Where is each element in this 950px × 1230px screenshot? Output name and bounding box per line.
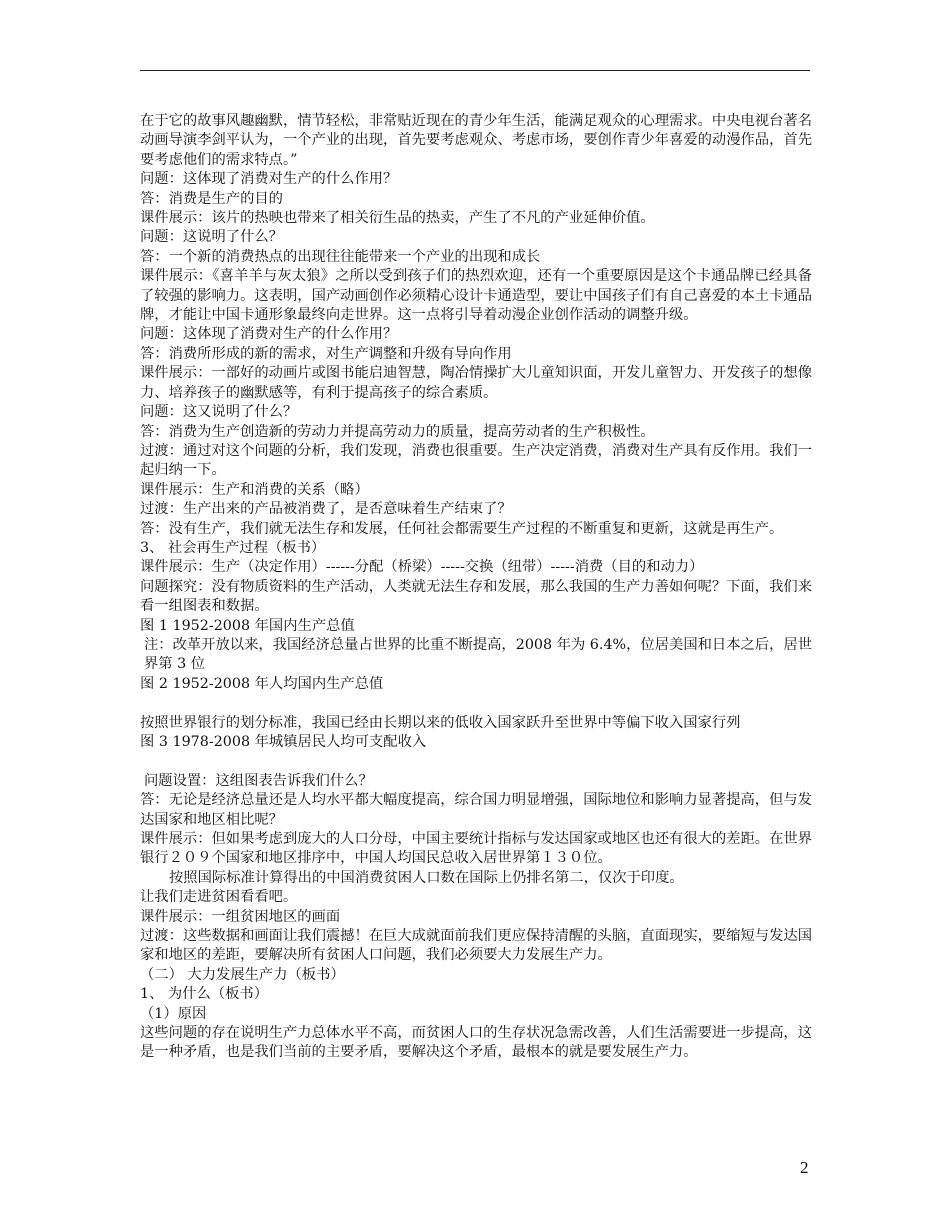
sub-subsection-heading: （1）原因 <box>140 1005 207 1022</box>
question-setup-line: 问题设置：这组图表告诉我们什么？ <box>144 772 373 789</box>
transition-line: 过渡：生产出来的产品被消费了，是否意味着生产结束了？ <box>140 501 512 518</box>
indented-paragraph: 按照国际标准计算得出的中国消费贫困人口数在国际上仍排名第二，仅次于印度。 <box>169 869 684 886</box>
transition-line: 过渡：这些数据和画面让我们震撼！在巨大成就面前我们更应保持清醒的头脑，直面现实，要缩短与发达国家和地区的差距，要解决所有贫困人口问题，我们必须要大力发展生产力。 <box>140 928 812 964</box>
question-line: 问题：这体现了消费对生产的什么作用？ <box>140 171 398 188</box>
question-line: 问题：这体现了消费对生产的什么作用？ <box>140 326 398 343</box>
figure-note: 注：改革开放以来，我国经济总量占世界的比重不断提高，2008 年为 6.4%，位居美国和日本之后，居世界第 3 位 <box>144 636 812 673</box>
answer-line: 答：无论是经济总量还是人均水平都大幅度提高，综合国力明显增强，国际地位和影响力显著提高，但与发达国家和地区相比呢？ <box>140 792 812 828</box>
body-paragraph: 这些问题的存在说明生产力总体水平不高，而贫困人口的生存状况急需改善，人们生活需要进一步提高，这是一种矛盾，也是我们当前的主要矛盾，要解决这个矛盾，最根本的就是要发展生产力。 <box>140 1025 812 1061</box>
answer-line: 答：消费所形成的新的需求，对生产调整和升级有导向作用 <box>140 345 512 362</box>
subsection-heading: 1、 为什么（板书） <box>140 986 269 1003</box>
answer-line: 答：一个新的消费热点的出现往往能带来一个产业的出现和成长 <box>140 248 541 265</box>
courseware-line: 课件展示：一部好的动画片或图书能启迪智慧，陶冶情操扩大儿童知识面，开发儿童智力、开发孩子的想像力、培养孩子的幽默感等，有利于提高孩子的综合素质。 <box>140 365 812 401</box>
courseware-line: 课件展示：生产和消费的关系（略） <box>140 481 369 498</box>
document-body <box>140 112 812 1063</box>
figure-note: 按照世界银行的划分标准，我国已经由长期以来的低收入国家跃升至世界中等偏下收入国家行列 <box>140 714 741 731</box>
body-line: 让我们走进贫困看看吧。 <box>140 889 298 906</box>
section-heading: （二） 大力发展生产力（板书） <box>140 966 345 983</box>
courseware-line: 课件展示：一组贫困地区的画面 <box>140 908 341 925</box>
courseware-line: 课件展示：但如果考虑到庞大的人口分母，中国主要统计指标与发达国家或地区也还有很大的差距。在世界银行２０９个国家和地区排序中，中国人均国民总收入居世界第１３０位。 <box>140 831 812 867</box>
answer-line: 答：消费是生产的目的 <box>140 190 283 207</box>
figure-caption: 图 2 1952-2008 年人均国内生产总值 <box>140 675 384 692</box>
courseware-line: 课件展示：生产（决定作用）------分配（桥梁）-----交换（纽带）-----消费（目的和动力） <box>140 559 704 576</box>
inquiry-line: 问题探究：没有物质资料的生产活动，人类就无法生存和发展，那么我国的生产力善如何呢？下面，我们来看一组图表和数据。 <box>140 578 812 615</box>
transition-line: 过渡：通过对这个问题的分析，我们发现，消费也很重要。生产决定消费，消费对生产具有反作用。我们一起归纳一下。 <box>140 442 812 479</box>
section-heading: 3、 社会再生产过程（板书） <box>140 539 326 556</box>
question-line: 问题：这又说明了什么？ <box>140 404 298 421</box>
question-line: 问题：这说明了什么？ <box>140 229 283 246</box>
blank-line <box>140 694 812 713</box>
page-number: 2 <box>800 1158 809 1177</box>
figure-caption: 图 1 1952-2008 年国内生产总值 <box>140 617 355 634</box>
header-rule <box>140 70 810 71</box>
answer-line: 答：消费为生产创造新的劳动力并提高劳动力的质量，提高劳动者的生产积极性。 <box>140 423 655 440</box>
answer-line: 答：没有生产，我们就无法生存和发展，任何社会都需要生产过程的不断重复和更新，这就是再生产。 <box>140 520 784 537</box>
figure-caption: 图 3 1978-2008 年城镇居民人均可支配收入 <box>140 733 427 750</box>
courseware-line: 课件展示：该片的热映也带来了相关衍生品的热卖，产生了不凡的产业延伸价值。 <box>140 210 655 227</box>
paragraph-intro-continuation: 在于它的故事风趣幽默，情节轻松，非常贴近现在的青少年生活，能满足观众的心理需求。中央电视台著名动画导演李剑平认为，一个产业的出现，首先要考虑观众、考虑市场，要创作青少年喜爱的动漫作品，首先要考虑他们的需求特点。” <box>140 113 812 168</box>
blank-line <box>140 752 812 771</box>
courseware-line: 课件展示：《喜羊羊与灰太狼》之所以受到孩子们的热烈欢迎，还有一个重要原因是这个卡通品牌已经具备了较强的影响力。这表明，国产动画创作必须精心设计卡通造型，要让中国孩子们有自己喜爱的本土卡通品牌，才能让中国卡通形象最终向走世界。这一点将引导着动漫企业创作活动的调整升级。 <box>140 268 812 324</box>
